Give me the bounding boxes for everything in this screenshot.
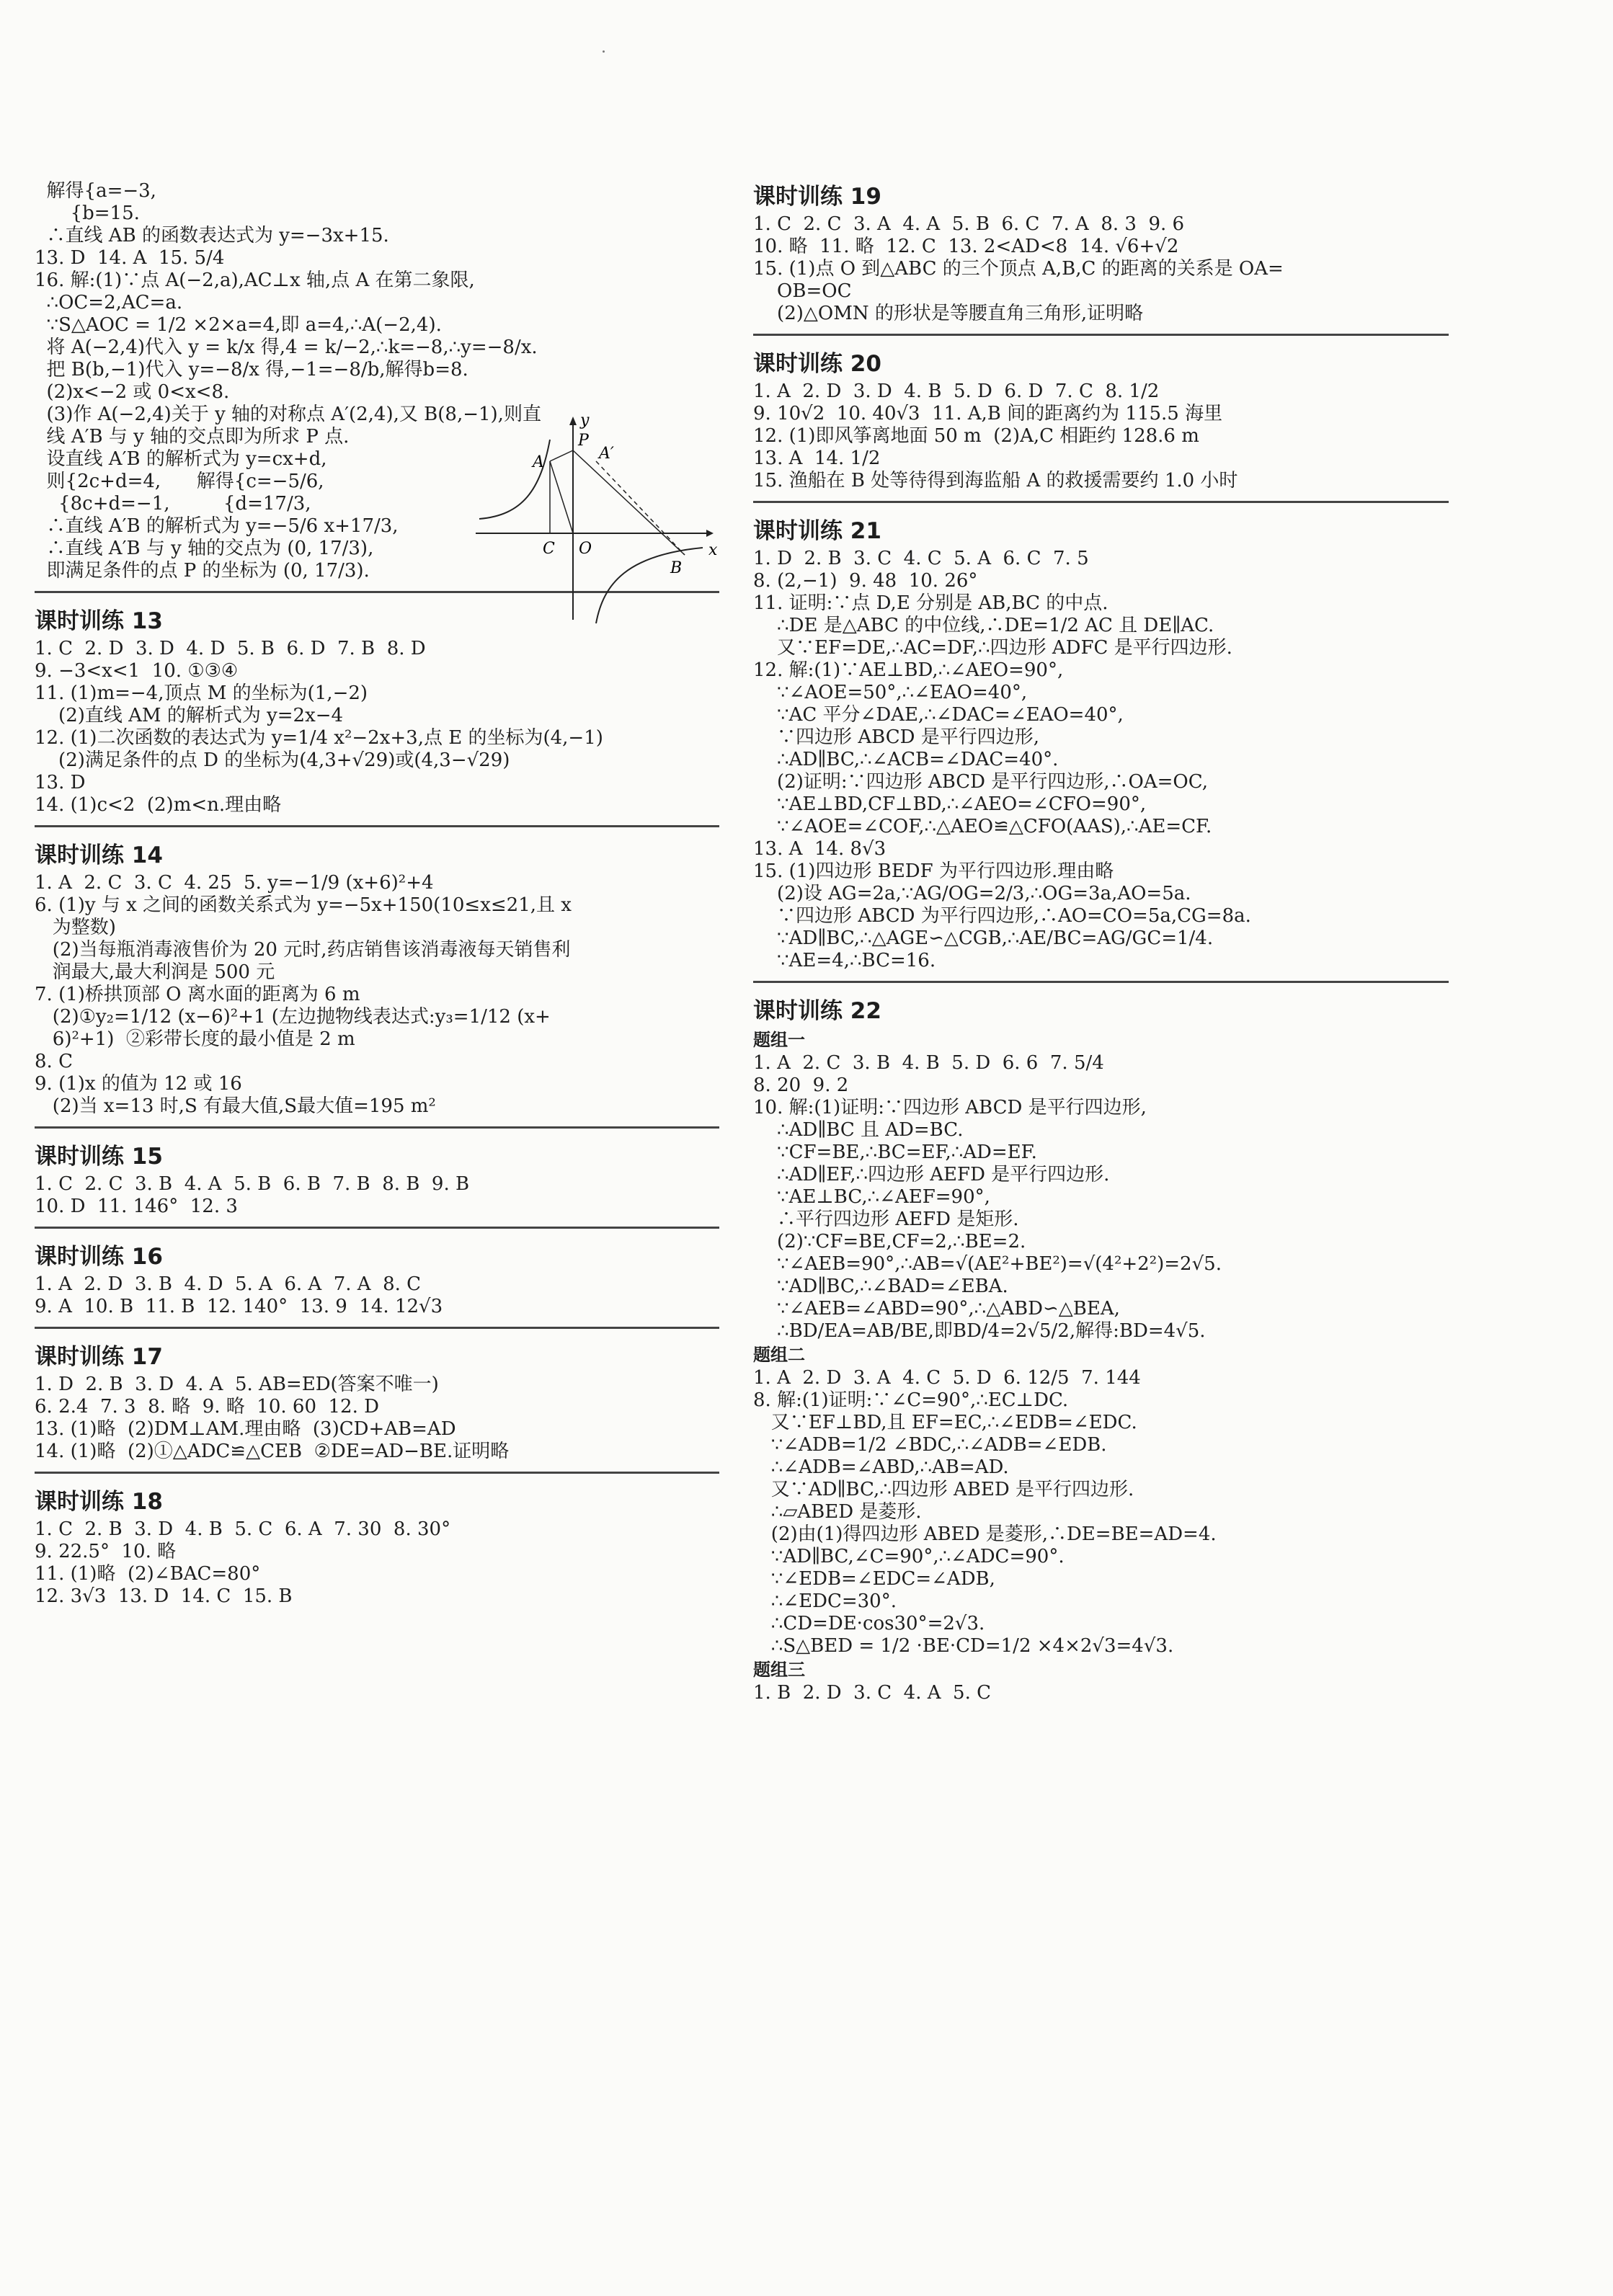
answer-line: 9. −3<x<1 10. ①③④ bbox=[35, 660, 239, 682]
section-title-18: 课时训练 18 bbox=[35, 1489, 163, 1515]
section-divider bbox=[35, 1472, 719, 1474]
label-b: B bbox=[670, 559, 683, 577]
answer-block-16 bbox=[35, 1273, 719, 1318]
answer-line: 1. C 2. D 3. D 4. D 5. B 6. D 7. B 8. D bbox=[35, 638, 426, 659]
right-column bbox=[753, 180, 1449, 1704]
y-axis-arrow bbox=[569, 417, 577, 425]
answer-line: 13. (1)略 (2)DM⊥AM.理由略 (3)CD+AB=AD bbox=[35, 1418, 456, 1440]
answer-line: ∵AC 平分∠DAE,∴∠DAC=∠EAO=40°, bbox=[753, 704, 1124, 726]
answer-line: ∴OC=2,AC=a. bbox=[35, 292, 183, 313]
answer-line: 15. (1)四边形 BEDF 为平行四边形.理由略 bbox=[753, 860, 1114, 882]
answer-line: ∴直线 A′B 与 y 轴的交点为 (0, 17/3), bbox=[35, 538, 374, 559]
answer-line: ∴∠EDC=30°. bbox=[753, 1590, 897, 1612]
answer-line: ∵∠AEB=90°,∴AB=√(AE²+BE²)=√(4²+2²)=2√5. bbox=[753, 1253, 1222, 1275]
answer-block-17 bbox=[35, 1374, 719, 1463]
label-p: P bbox=[578, 432, 589, 450]
section-title-21: 课时训练 21 bbox=[753, 518, 881, 544]
scan-speck bbox=[603, 50, 605, 53]
answer-line: ∵AD∥BC,∴∠BAD=∠EBA. bbox=[753, 1276, 1008, 1297]
answer-line: ∵∠EDB=∠EDC=∠ADB, bbox=[753, 1568, 995, 1590]
label-a: A bbox=[533, 453, 544, 471]
answer-line: (2)当每瓶消毒液售价为 20 元时,药店销售该消毒液每天销售利 bbox=[35, 939, 571, 961]
answer-line: 10. 解:(1)证明:∵四边形 ABCD 是平行四边形, bbox=[753, 1097, 1147, 1118]
section-divider bbox=[35, 1126, 719, 1129]
answer-block-14 bbox=[35, 872, 719, 1118]
answer-line: ∴平行四边形 AEFD 是矩形. bbox=[753, 1209, 1019, 1230]
answer-line: (3)作 A(−2,4)关于 y 轴的对称点 A′(2,4),又 B(8,−1),则直 bbox=[35, 404, 541, 425]
answer-line: (2)当 x=13 时,S 有最大值,S最大值=195 m² bbox=[35, 1095, 436, 1117]
answer-block-13 bbox=[35, 638, 719, 816]
answer-line: 润最大,最大利润是 500 元 bbox=[35, 961, 275, 983]
hyperbola-branch-right bbox=[596, 548, 703, 623]
answer-line: ∵AE=4,∴BC=16. bbox=[753, 950, 936, 971]
label-x: x bbox=[708, 541, 718, 559]
group-title-1: 题组一 bbox=[753, 1030, 805, 1050]
group-title-2: 题组二 bbox=[753, 1345, 805, 1365]
answer-line: {8c+d=−1, {d=17/3, bbox=[35, 493, 311, 515]
answer-line: 把 B(b,−1)代入 y=−8/x 得,−1=−8/b,解得b=8. bbox=[35, 359, 468, 381]
answer-line: 1. B 2. D 3. C 4. A 5. C bbox=[753, 1682, 991, 1704]
answer-line: ∴CD=DE·cos30°=2√3. bbox=[753, 1613, 985, 1634]
answer-block-20 bbox=[753, 381, 1449, 492]
answer-block-21 bbox=[753, 548, 1449, 972]
answer-block-18 bbox=[35, 1518, 719, 1608]
answer-line: 8. (2,−1) 9. 48 10. 26° bbox=[753, 570, 978, 592]
answer-line: 又∵AD∥BC,∴四边形 ABED 是平行四边形. bbox=[753, 1479, 1134, 1500]
section-title-17: 课时训练 17 bbox=[35, 1344, 163, 1370]
section-title-16: 课时训练 16 bbox=[35, 1244, 163, 1270]
answer-block-22-group-3 bbox=[753, 1682, 1449, 1704]
answer-line: OB=OC bbox=[753, 280, 852, 302]
answer-line: (2)①y₂=1/12 (x−6)²+1 (左边抛物线表达式:y₃=1/12 (x+ bbox=[35, 1006, 551, 1028]
answer-line: 9. A 10. B 11. B 12. 140° 13. 9 14. 12√3 bbox=[35, 1296, 443, 1317]
answer-line: 16. 解:(1)∵点 A(−2,a),AC⊥x 轴,点 A 在第二象限, bbox=[35, 270, 475, 291]
answer-line: 9. 10√2 10. 40√3 11. A,B 间的距离约为 115.5 海里 bbox=[753, 403, 1223, 424]
section-title-22: 课时训练 22 bbox=[753, 998, 881, 1024]
label-y: y bbox=[580, 411, 590, 430]
answer-line: (2)△OMN 的形状是等腰直角三角形,证明略 bbox=[753, 303, 1144, 324]
answer-line: 9. 22.5° 10. 略 bbox=[35, 1541, 177, 1562]
answer-line: ∴S△BED = 1/2 ·BE·CD=1/2 ×4×2√3=4√3. bbox=[753, 1635, 1174, 1657]
answer-line: 10. 略 11. 略 12. C 13. 2<AD<8 14. √6+√2 bbox=[753, 236, 1179, 257]
answer-line: 13. A 14. 8√3 bbox=[753, 838, 887, 860]
answer-line: (2)直线 AM 的解析式为 y=2x−4 bbox=[35, 705, 344, 726]
label-a-prime: A′ bbox=[599, 445, 614, 463]
answer-line: 12. 解:(1)∵AE⊥BD,∴∠AEO=90°, bbox=[753, 659, 1064, 681]
answer-line: (2)x<−2 或 0<x<8. bbox=[35, 381, 230, 403]
answer-line: 1. A 2. C 3. C 4. 25 5. y=−1/9 (x+6)²+4 bbox=[35, 872, 434, 894]
answer-line: ∴DE 是△ABC 的中位线,∴DE=1/2 AC 且 DE∥AC. bbox=[753, 615, 1214, 636]
answer-line: ∴∠ADB=∠ABD,∴AB=AD. bbox=[753, 1456, 1009, 1478]
label-o: O bbox=[579, 540, 592, 558]
answer-line: 8. 20 9. 2 bbox=[753, 1074, 849, 1096]
answer-line: 1. C 2. C 3. B 4. A 5. B 6. B 7. B 8. B 9. B bbox=[35, 1173, 470, 1195]
section-divider bbox=[35, 1327, 719, 1329]
answer-line: 又∵EF⊥BD,且 EF=EC,∴∠EDB=∠EDC. bbox=[753, 1412, 1137, 1433]
answer-line: 解得{a=−3, bbox=[35, 180, 156, 202]
answer-line: ∴直线 A′B 的解析式为 y=−5/6 x+17/3, bbox=[35, 515, 399, 537]
answer-line: 6. 2.4 7. 3 8. 略 9. 略 10. 60 12. D bbox=[35, 1396, 379, 1418]
answer-line: (2)由(1)得四边形 ABED 是菱形,∴DE=BE=AD=4. bbox=[753, 1523, 1217, 1545]
answer-line: ∵∠AEB=∠ABD=90°,∴△ABD∽△BEA, bbox=[753, 1298, 1120, 1320]
answer-line: 6. (1)y 与 x 之间的函数关系式为 y=−5x+150(10≤x≤21,且 x bbox=[35, 894, 572, 916]
section-divider bbox=[753, 334, 1449, 336]
label-c: C bbox=[543, 540, 555, 558]
answer-line: ∵AE⊥BD,CF⊥BD,∴∠AEO=∠CFO=90°, bbox=[753, 793, 1147, 815]
section-divider bbox=[35, 1227, 719, 1229]
x-axis-arrow bbox=[706, 530, 714, 537]
answer-line: ∵∠AOE=50°,∴∠EAO=40°, bbox=[753, 682, 1028, 703]
answer-line: 9. (1)x 的值为 12 或 16 bbox=[35, 1073, 242, 1095]
section-divider bbox=[753, 501, 1449, 503]
answer-line: ∵AD∥BC,∠C=90°,∴∠ADC=90°. bbox=[753, 1546, 1065, 1567]
section-title-14: 课时训练 14 bbox=[35, 842, 163, 868]
answer-line: 7. (1)桥拱顶部 O 离水面的距离为 6 m bbox=[35, 984, 360, 1005]
answer-block-19 bbox=[753, 213, 1449, 325]
answer-line: 即满足条件的点 P 的坐标为 (0, 17/3). bbox=[35, 560, 370, 582]
answer-line: 12. (1)即风筝离地面 50 m (2)A,C 相距约 128.6 m bbox=[753, 425, 1199, 447]
answer-line: 8. 解:(1)证明:∵∠C=90°,∴EC⊥DC. bbox=[753, 1389, 1069, 1411]
section-title-13: 课时训练 13 bbox=[35, 608, 163, 634]
answer-line: 13. D bbox=[35, 772, 86, 793]
answer-line: ∵∠AOE=∠COF,∴△AEO≌△CFO(AAS),∴AE=CF. bbox=[753, 816, 1212, 837]
answer-line: ∵四边形 ABCD 为平行四边形,∴AO=CO=5a,CG=8a. bbox=[753, 905, 1251, 927]
answer-line: 12. 3√3 13. D 14. C 15. B bbox=[35, 1585, 293, 1607]
answer-line: 11. 证明:∵点 D,E 分别是 AB,BC 的中点. bbox=[753, 592, 1108, 614]
answer-line: 1. A 2. D 3. D 4. B 5. D 6. D 7. C 8. 1/2 bbox=[753, 381, 1160, 402]
answer-line: 1. A 2. D 3. A 4. C 5. D 6. 12/5 7. 144 bbox=[753, 1367, 1141, 1389]
answer-line: ∵∠ADB=1/2 ∠BDC,∴∠ADB=∠EDB. bbox=[753, 1434, 1107, 1456]
answer-line: 10. D 11. 146° 12. 3 bbox=[35, 1196, 238, 1217]
answer-line: ∴BD/EA=AB/BE,即BD/4=2√5/2,解得:BD=4√5. bbox=[753, 1320, 1206, 1342]
answer-line: 1. A 2. D 3. B 4. D 5. A 6. A 7. A 8. C bbox=[35, 1273, 422, 1295]
answer-line: {b=15. bbox=[35, 203, 140, 224]
answer-line: 6)²+1) ②彩带长度的最小值是 2 m bbox=[35, 1028, 355, 1050]
answer-line: 设直线 A′B 的解析式为 y=cx+d, bbox=[35, 448, 327, 470]
segment-ao bbox=[550, 461, 573, 533]
hyperbola-graph bbox=[465, 411, 724, 627]
section-divider bbox=[753, 981, 1449, 983]
left-column bbox=[35, 180, 719, 1608]
answer-line: 为整数) bbox=[35, 917, 116, 938]
answer-line: 8. C bbox=[35, 1051, 73, 1072]
answer-line: 15. (1)点 O 到△ABC 的三个顶点 A,B,C 的距离的关系是 OA= bbox=[753, 258, 1284, 280]
segment-ap bbox=[550, 450, 573, 461]
answer-line: (2)证明:∵四边形 ABCD 是平行四边形,∴OA=OC, bbox=[753, 771, 1208, 793]
answer-line: (2)设 AG=2a,∵AG/OG=2/3,∴OG=3a,AO=5a. bbox=[753, 883, 1191, 904]
answer-line: (2)满足条件的点 D 的坐标为(4,3+√29)或(4,3−√29) bbox=[35, 749, 510, 771]
answer-line: 14. (1)c<2 (2)m<n.理由略 bbox=[35, 794, 282, 816]
answer-line: 14. (1)略 (2)①△ADC≌△CEB ②DE=AD−BE.证明略 bbox=[35, 1441, 510, 1462]
answer-block-22-group-1 bbox=[753, 1052, 1449, 1343]
answer-line: ∴AD∥BC 且 AD=BC. bbox=[753, 1119, 964, 1141]
hyperbola-branch-left bbox=[479, 440, 550, 519]
section-title-20: 课时训练 20 bbox=[753, 351, 881, 377]
answer-line: ∴AD∥EF,∴四边形 AEFD 是平行四边形. bbox=[753, 1164, 1110, 1185]
answer-block-22-group-2 bbox=[753, 1367, 1449, 1658]
answer-line: 13. D 14. A 15. 5/4 bbox=[35, 247, 225, 269]
answer-line: 则{2c+d=4, 解得{c=−5/6, bbox=[35, 471, 324, 492]
answer-line: 1. C 2. C 3. A 4. A 5. B 6. C 7. A 8. 3 9. 6 bbox=[753, 213, 1185, 235]
answer-line: 12. (1)二次函数的表达式为 y=1/4 x²−2x+3,点 E 的坐标为(4,−1) bbox=[35, 727, 603, 749]
answer-line: 11. (1)略 (2)∠BAC=80° bbox=[35, 1563, 261, 1585]
section-divider bbox=[35, 825, 719, 827]
answer-block-15 bbox=[35, 1173, 719, 1218]
answer-line: ∵四边形 ABCD 是平行四边形, bbox=[753, 726, 1039, 748]
answer-line: 13. A 14. 1/2 bbox=[753, 448, 881, 469]
answer-line: ∴直线 AB 的函数表达式为 y=−3x+15. bbox=[35, 225, 389, 246]
answer-line: ∴AD∥BC,∴∠ACB=∠DAC=40°. bbox=[753, 749, 1059, 770]
section-title-19: 课时训练 19 bbox=[753, 184, 881, 210]
answer-line: 1. D 2. B 3. C 4. C 5. A 6. C 7. 5 bbox=[753, 548, 1089, 569]
group-title-3: 题组三 bbox=[753, 1660, 805, 1680]
answer-line: 1. D 2. B 3. D 4. A 5. AB=ED(答案不唯一) bbox=[35, 1374, 439, 1395]
answer-line: ∴▱ABED 是菱形. bbox=[753, 1501, 922, 1523]
answer-line: 将 A(−2,4)代入 y = k/x 得,4 = k/−2,∴k=−8,∴y=−8/x. bbox=[35, 337, 538, 358]
answer-line: 线 A′B 与 y 轴的交点即为所求 P 点. bbox=[35, 426, 350, 448]
answer-line: 又∵EF=DE,∴AC=DF,∴四边形 ADFC 是平行四边形. bbox=[753, 637, 1232, 659]
answer-line: (2)∵CF=BE,CF=2,∴BE=2. bbox=[753, 1231, 1026, 1252]
line-a-prime-b bbox=[596, 461, 685, 555]
answer-line: ∵S△AOC = 1/2 ×2×a=4,即 a=4,∴A(−2,4). bbox=[35, 314, 442, 336]
answer-line: ∵CF=BE,∴BC=EF,∴AD=EF. bbox=[753, 1142, 1037, 1163]
answer-line: 1. C 2. B 3. D 4. B 5. C 6. A 7. 30 8. 30° bbox=[35, 1518, 451, 1540]
answer-line: ∵AD∥BC,∴△AGE∽△CGB,∴AE/BC=AG/GC=1/4. bbox=[753, 927, 1214, 949]
section-title-15: 课时训练 15 bbox=[35, 1144, 163, 1170]
answer-line: 1. A 2. C 3. B 4. B 5. D 6. 6 7. 5/4 bbox=[753, 1052, 1104, 1074]
answer-line: 15. 渔船在 B 处等待得到海监船 A 的救援需要约 1.0 小时 bbox=[753, 470, 1238, 491]
answer-line: 11. (1)m=−4,顶点 M 的坐标为(1,−2) bbox=[35, 682, 368, 704]
answer-line: ∵AE⊥BC,∴∠AEF=90°, bbox=[753, 1186, 990, 1208]
